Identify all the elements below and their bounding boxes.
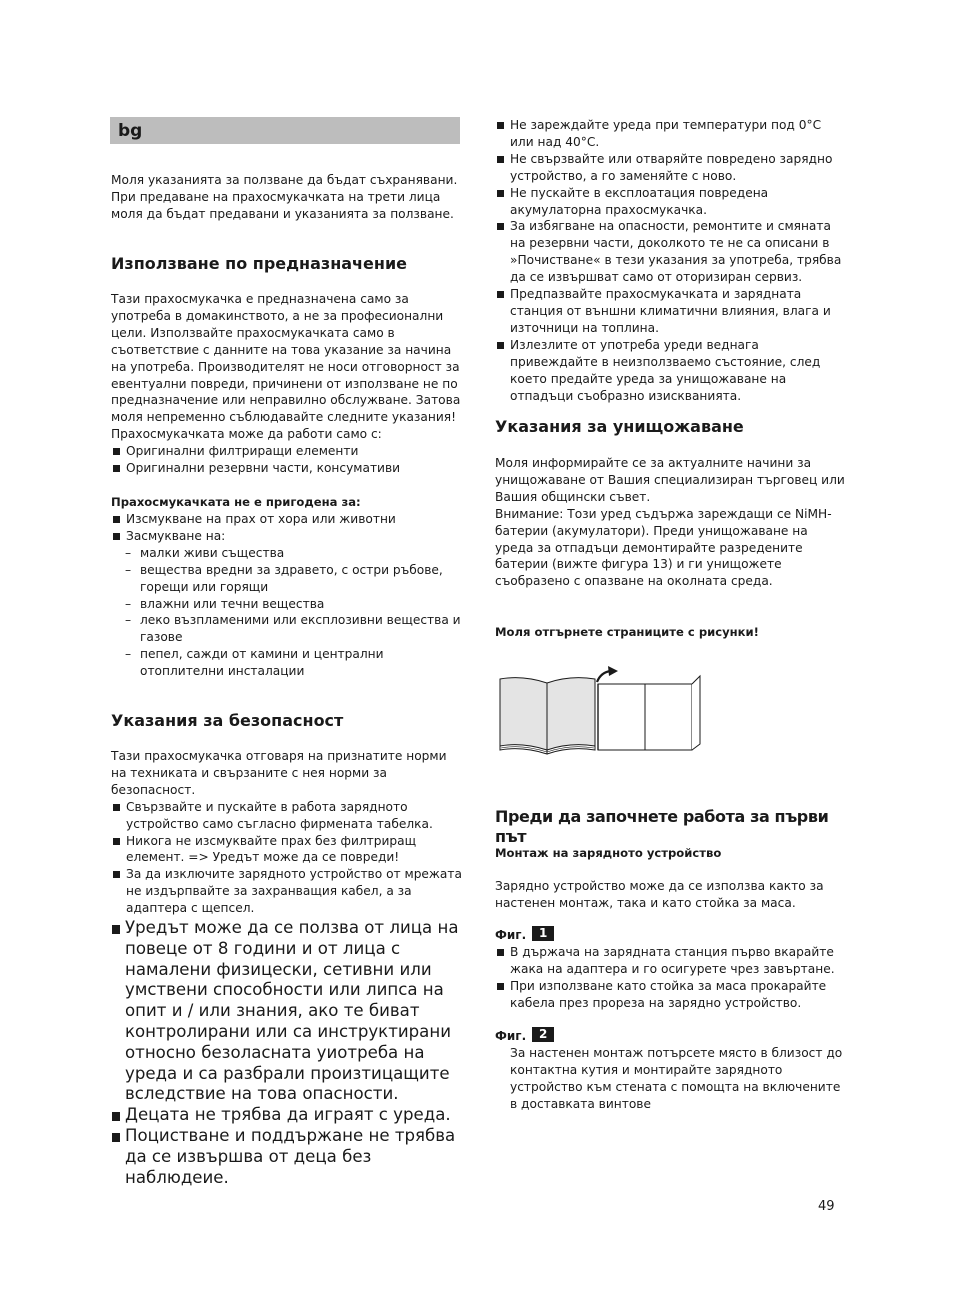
first-use-heading: Преди да започнете работа за първи път	[495, 807, 829, 846]
sub-list-item: – пепел, сажди от камини и централни отоплителни инсталации	[111, 646, 463, 680]
list-item: Не зареждайте уреда при температури под 0°C или над 40°C.	[495, 117, 845, 151]
list-item: Изсмукване на прах от хора или животни	[111, 511, 463, 528]
safety-big-list	[111, 918, 461, 1188]
disposal-section	[495, 417, 845, 437]
first-use-section	[495, 807, 845, 847]
safety-body-block	[111, 748, 463, 917]
fig1-label-row	[495, 926, 845, 944]
sub-list-item: – вещества вредни за здравето, с остри ръбове, горещи или горящи	[111, 562, 463, 596]
list-item: Засмукване на:	[111, 528, 463, 545]
safety-continued-block	[495, 117, 845, 404]
purpose-list	[111, 443, 463, 477]
fig-number-badge: 2	[532, 1027, 554, 1042]
disposal-body-1: Моля информирайте се за актуалните начини за унищожаване от Вашия специализиран търговец или Вашия общински съвет.	[495, 456, 845, 504]
safety-section	[111, 711, 463, 731]
safety-big-block	[111, 918, 461, 1188]
not-suitable-list	[111, 511, 463, 680]
fig-number-badge: 1	[532, 926, 554, 941]
language-bar	[110, 117, 460, 144]
unfold-note-block	[495, 624, 845, 640]
disposal-body-block	[495, 455, 845, 590]
purpose-body: Тази прахосмукачка е предназначена само за употреба в домакинството, а не за професионални цели. Използвайте прахосмукачката само в съответствие с данните на това указание за начина на употреба. Производителят не носи отговорност за евентуални повреди, причинени от използване не по предназначение или неправилно обслужване. Затова моля непременно съблюдавайте следните указания! Прахосмукачката може да работи само с:	[111, 292, 461, 442]
safety-body: Тази прахосмукачка отговаря на признатите норми на техниката и свързаните с нея норми за безопасност.	[111, 749, 447, 797]
purpose-body-block	[111, 291, 463, 477]
language-code: bg	[118, 121, 143, 141]
fig2-label-row	[495, 1027, 845, 1045]
fig1-list	[495, 944, 845, 1012]
list-item: Свързвайте и пускайте в работа зарядното устройство само съгласно фирмената табелка.	[111, 799, 463, 833]
not-suitable-block	[111, 494, 463, 680]
list-item: При използване като стойка за маса прокарайте кабела през прореза на зарядно устройство.	[495, 978, 845, 1012]
list-item: Предпазвайте прахосмукачката и зарядната станция от външни климатични влияния, влага и източници на топлина.	[495, 286, 845, 337]
list-item: Децата не трябва да играят с уреда.	[111, 1105, 461, 1126]
safety-right-list	[495, 117, 845, 404]
fig-label: Фиг.	[495, 928, 527, 942]
unfold-note: Моля отгърнете страниците с рисунки!	[495, 625, 759, 639]
fig2-text: За настенен монтаж потърсете място в близост до контактна кутия и монтирайте зарядното устройство към стената с помощта на включените в доставката винтове	[510, 1045, 843, 1111]
not-suitable-heading: Прахосмукачката не е пригодена за:	[111, 495, 361, 509]
list-item: Никога не изсмуквайте прах без филтриращ елемент. => Уредът може да се повреди!	[111, 833, 463, 867]
mounting-body: Зарядно устройство може да се използва както за настенен монтаж, така и като стойка за маса.	[495, 879, 824, 910]
fig2-block	[495, 1027, 845, 1113]
list-item: Не свързвайте или отваряйте повредено зарядно устройство, а го заменяйте с ново.	[495, 151, 845, 185]
mounting-body-block	[495, 878, 845, 912]
list-item: Оригинални резервни части, консумативи	[111, 460, 463, 477]
purpose-section	[111, 254, 463, 274]
fig1-block	[495, 926, 845, 1012]
unfold-pages-illustration	[497, 664, 707, 759]
sub-list-item: – леко възпламеними или експлозивни вещества и газове	[111, 612, 463, 646]
disposal-heading: Указания за унищожаване	[495, 417, 744, 436]
purpose-heading: Използване по предназначение	[111, 254, 407, 273]
list-item: В държача на зарядната станция първо вкарайте жака на адаптера и го осигурете чрез завъртане.	[495, 944, 845, 978]
page-number: 49	[818, 1199, 835, 1214]
sub-list-item: – малки живи същества	[111, 545, 463, 562]
safety-heading: Указания за безопасност	[111, 711, 344, 730]
safety-list	[111, 799, 463, 917]
list-item: Оригинални филтриращи елементи	[111, 443, 463, 460]
list-item: Поцистване и поддържане не трябва да се извършва от деца без наблюдеие.	[111, 1126, 461, 1188]
fig-label: Фиг.	[495, 1029, 527, 1043]
mounting-subheading: Монтаж на зарядното устройство	[495, 846, 722, 860]
intro-block	[111, 172, 463, 223]
list-item: Уредът може да се ползва от лица на повеце от 8 години и от лица с намалени физицески, сетивни или умствени способности или липса на опит и / или знания, ако те биват контролирани или са инструктирани относно безоласната уиотреба на уреда и са разбрали произтицащите вследствие на това опасности.	[111, 918, 461, 1105]
disposal-body-2: Внимание: Този уред съдържа зареждащи се NiMH-батерии (акумулатори). Преди унищожаване на уреда за отпадъци демонтирайте разредените батерии (вижте фигура 13) и ги унищожете съобразено с опазване на околната среда.	[495, 506, 832, 589]
sub-list-item: – влажни или течни вещества	[111, 596, 463, 613]
list-item: За избягване на опасности, ремонтите и смяната на резервни части, доколкото те не са описани в »Почистване« в тези указания за употреба, трябва да се извършват само от оторизиран сервиз.	[495, 218, 845, 286]
list-item: Излезлите от употреба уреди веднага привеждайте в неизползваемо състояние, след което предайте уреда за унищожаване на отпадъци съобразно изискванията.	[495, 337, 845, 405]
list-item: За да изключите зарядното устройство от мрежата не издърпвайте за захранващия кабел, а за адаптера с щепсел.	[111, 866, 463, 917]
mounting-subheading-block	[495, 845, 845, 861]
list-item: Не пускайте в експлоатация повредена акумулаторна прахосмукачка.	[495, 185, 845, 219]
intro-text: Моля указанията за ползване да бъдат съхранявани. При предаване на прахосмукачката на трети лица моля да бъдат предавани и указанията за ползване.	[111, 173, 458, 221]
